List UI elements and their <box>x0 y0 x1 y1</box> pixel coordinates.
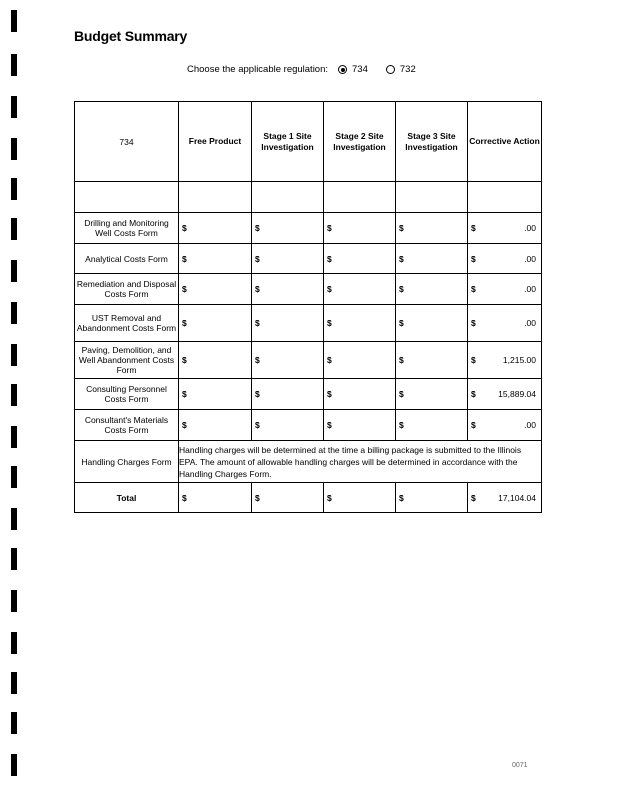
amount-cell[interactable] <box>252 379 324 410</box>
currency-symbol: $ <box>471 253 476 264</box>
binder-mark <box>11 712 17 734</box>
amount-cell[interactable] <box>179 274 252 305</box>
blank-cell <box>468 182 542 213</box>
blank-cell <box>396 182 468 213</box>
radio-732[interactable] <box>386 65 395 74</box>
header-row <box>75 102 542 182</box>
amount-value: 15,889.04 <box>498 389 536 399</box>
currency-symbol: $ <box>327 253 332 264</box>
currency-symbol: $ <box>471 492 476 503</box>
amount-cell[interactable] <box>252 342 324 379</box>
total-cell[interactable] <box>179 483 252 513</box>
binder-mark <box>11 632 17 654</box>
corrective-action-cell[interactable] <box>468 410 542 441</box>
currency-symbol: $ <box>471 318 476 328</box>
currency-symbol: $ <box>182 318 187 328</box>
binder-mark <box>11 548 17 570</box>
currency-symbol: $ <box>327 318 332 328</box>
row-label: Consultant's Materials Costs Form <box>75 410 179 441</box>
currency-symbol: $ <box>399 284 404 294</box>
blank-cell <box>252 182 324 213</box>
col-stage-3: Stage 3 Site Investigation <box>396 102 468 182</box>
currency-symbol: $ <box>399 318 404 328</box>
amount-cell[interactable] <box>396 213 468 244</box>
amount-cell[interactable] <box>324 305 396 342</box>
row-label: Paving, Demolition, and Well Abandonment Costs Form <box>75 342 179 379</box>
currency-symbol: $ <box>182 389 187 399</box>
page-number: 0071 <box>512 762 528 769</box>
cost-rows <box>75 213 542 441</box>
amount-cell[interactable] <box>324 379 396 410</box>
currency-symbol: $ <box>255 420 260 430</box>
corrective-action-cell[interactable] <box>468 274 542 305</box>
amount-cell[interactable] <box>396 305 468 342</box>
currency-symbol: $ <box>182 355 187 365</box>
cost-row <box>75 379 542 410</box>
blank-cell <box>324 182 396 213</box>
amount-cell[interactable] <box>324 244 396 274</box>
radio-734[interactable] <box>338 65 347 74</box>
row-label: UST Removal and Abandonment Costs Form <box>75 305 179 342</box>
binder-mark <box>11 754 17 776</box>
row-label: Consulting Personnel Costs Form <box>75 379 179 410</box>
regulation-label: Choose the applicable regulation: <box>187 64 329 75</box>
corrective-action-cell[interactable] <box>468 379 542 410</box>
binder-mark <box>11 344 17 366</box>
currency-symbol: $ <box>182 223 187 233</box>
currency-symbol: $ <box>399 389 404 399</box>
radio-732-label: 732 <box>399 64 416 75</box>
blank-cell <box>75 182 179 213</box>
currency-symbol: $ <box>255 389 260 399</box>
binder-mark <box>11 384 17 406</box>
cost-row <box>75 213 542 244</box>
total-label: Total <box>75 483 179 513</box>
currency-symbol: $ <box>182 420 187 430</box>
currency-symbol: $ <box>255 253 260 264</box>
cost-row <box>75 410 542 441</box>
col-stage-1: Stage 1 Site Investigation <box>252 102 324 182</box>
currency-symbol: $ <box>471 389 476 399</box>
total-cell[interactable] <box>252 483 324 513</box>
handling-row <box>75 441 542 483</box>
total-cell[interactable] <box>324 483 396 513</box>
currency-symbol: $ <box>327 223 332 233</box>
currency-symbol: $ <box>255 492 260 503</box>
cost-row <box>75 244 542 274</box>
amount-value: .00 <box>524 420 536 430</box>
binder-mark <box>11 672 17 694</box>
amount-cell[interactable] <box>324 213 396 244</box>
currency-symbol: $ <box>399 355 404 365</box>
cost-row <box>75 305 542 342</box>
binder-mark <box>11 54 17 76</box>
currency-symbol: $ <box>471 284 476 294</box>
amount-cell[interactable] <box>252 305 324 342</box>
page-title: Budget Summary <box>74 28 188 44</box>
currency-symbol: $ <box>471 223 476 233</box>
amount-cell[interactable] <box>179 410 252 441</box>
amount-cell[interactable] <box>396 244 468 274</box>
amount-cell[interactable] <box>252 213 324 244</box>
amount-cell[interactable] <box>396 274 468 305</box>
binder-mark <box>11 260 17 282</box>
corrective-action-cell[interactable] <box>468 342 542 379</box>
amount-cell[interactable] <box>396 342 468 379</box>
col-stage-2: Stage 2 Site Investigation <box>324 102 396 182</box>
cost-row <box>75 342 542 379</box>
amount-cell[interactable] <box>324 410 396 441</box>
currency-symbol: $ <box>399 420 404 430</box>
amount-cell[interactable] <box>396 410 468 441</box>
blank-cell <box>179 182 252 213</box>
amount-cell[interactable] <box>252 244 324 274</box>
amount-cell[interactable] <box>396 379 468 410</box>
corrective-action-cell[interactable] <box>468 213 542 244</box>
radio-734-label: 734 <box>352 64 368 75</box>
currency-symbol: $ <box>399 492 404 503</box>
handling-note: Handling charges will be determined at the time a billing package is submitted to the Illinois EPA. The amount of allowable handling charges will be determined in accordance with the Handling Charges Form. <box>179 441 542 483</box>
amount-value: .00 <box>524 223 536 233</box>
binder-mark <box>11 590 17 612</box>
corrective-action-cell[interactable] <box>468 244 542 274</box>
binder-mark <box>11 96 17 118</box>
budget-table <box>74 101 542 513</box>
amount-cell[interactable] <box>179 342 252 379</box>
currency-symbol: $ <box>327 389 332 399</box>
binder-mark <box>11 302 17 324</box>
amount-value: 1,215.00 <box>502 355 536 365</box>
amount-value: .00 <box>524 284 536 294</box>
total-row <box>75 483 542 513</box>
amount-cell[interactable] <box>179 244 252 274</box>
row-label: Handling Charges Form <box>75 441 179 483</box>
binder-mark <box>11 138 17 160</box>
currency-symbol: $ <box>327 492 332 503</box>
currency-symbol: $ <box>327 355 332 365</box>
row-label: Drilling and Monitoring Well Costs Form <box>75 213 179 244</box>
amount-cell[interactable] <box>324 274 396 305</box>
col-corrective-action: Corrective Action <box>468 102 542 182</box>
blank-row <box>75 182 542 213</box>
currency-symbol: $ <box>399 253 404 264</box>
cost-row <box>75 274 542 305</box>
amount-cell[interactable] <box>179 305 252 342</box>
amount-cell[interactable] <box>179 379 252 410</box>
row-label: Remediation and Disposal Costs Form <box>75 274 179 305</box>
amount-cell[interactable] <box>324 342 396 379</box>
total-amount: 17,104.04 <box>498 492 536 503</box>
binder-mark <box>11 466 17 488</box>
binder-mark <box>11 10 17 32</box>
currency-symbol: $ <box>471 420 476 430</box>
currency-symbol: $ <box>327 420 332 430</box>
total-corrective-action-cell[interactable] <box>468 483 542 513</box>
regulation-heading: 734 <box>75 102 179 182</box>
amount-cell[interactable] <box>252 274 324 305</box>
amount-cell[interactable] <box>179 213 252 244</box>
currency-symbol: $ <box>471 355 476 365</box>
currency-symbol: $ <box>255 355 260 365</box>
amount-cell[interactable] <box>252 410 324 441</box>
total-cell[interactable] <box>396 483 468 513</box>
binder-mark <box>11 426 17 448</box>
currency-symbol: $ <box>255 284 260 294</box>
currency-symbol: $ <box>399 223 404 233</box>
amount-value: .00 <box>524 253 536 264</box>
currency-symbol: $ <box>327 284 332 294</box>
currency-symbol: $ <box>255 223 260 233</box>
binder-mark <box>11 218 17 240</box>
currency-symbol: $ <box>182 253 187 264</box>
amount-value: .00 <box>524 318 536 328</box>
row-label: Analytical Costs Form <box>75 244 179 274</box>
currency-symbol: $ <box>255 318 260 328</box>
corrective-action-cell[interactable] <box>468 305 542 342</box>
currency-symbol: $ <box>182 492 187 503</box>
binder-mark <box>11 178 17 200</box>
currency-symbol: $ <box>182 284 187 294</box>
col-free-product: Free Product <box>179 102 252 182</box>
binder-mark <box>11 508 17 530</box>
regulation-selector <box>187 64 434 75</box>
